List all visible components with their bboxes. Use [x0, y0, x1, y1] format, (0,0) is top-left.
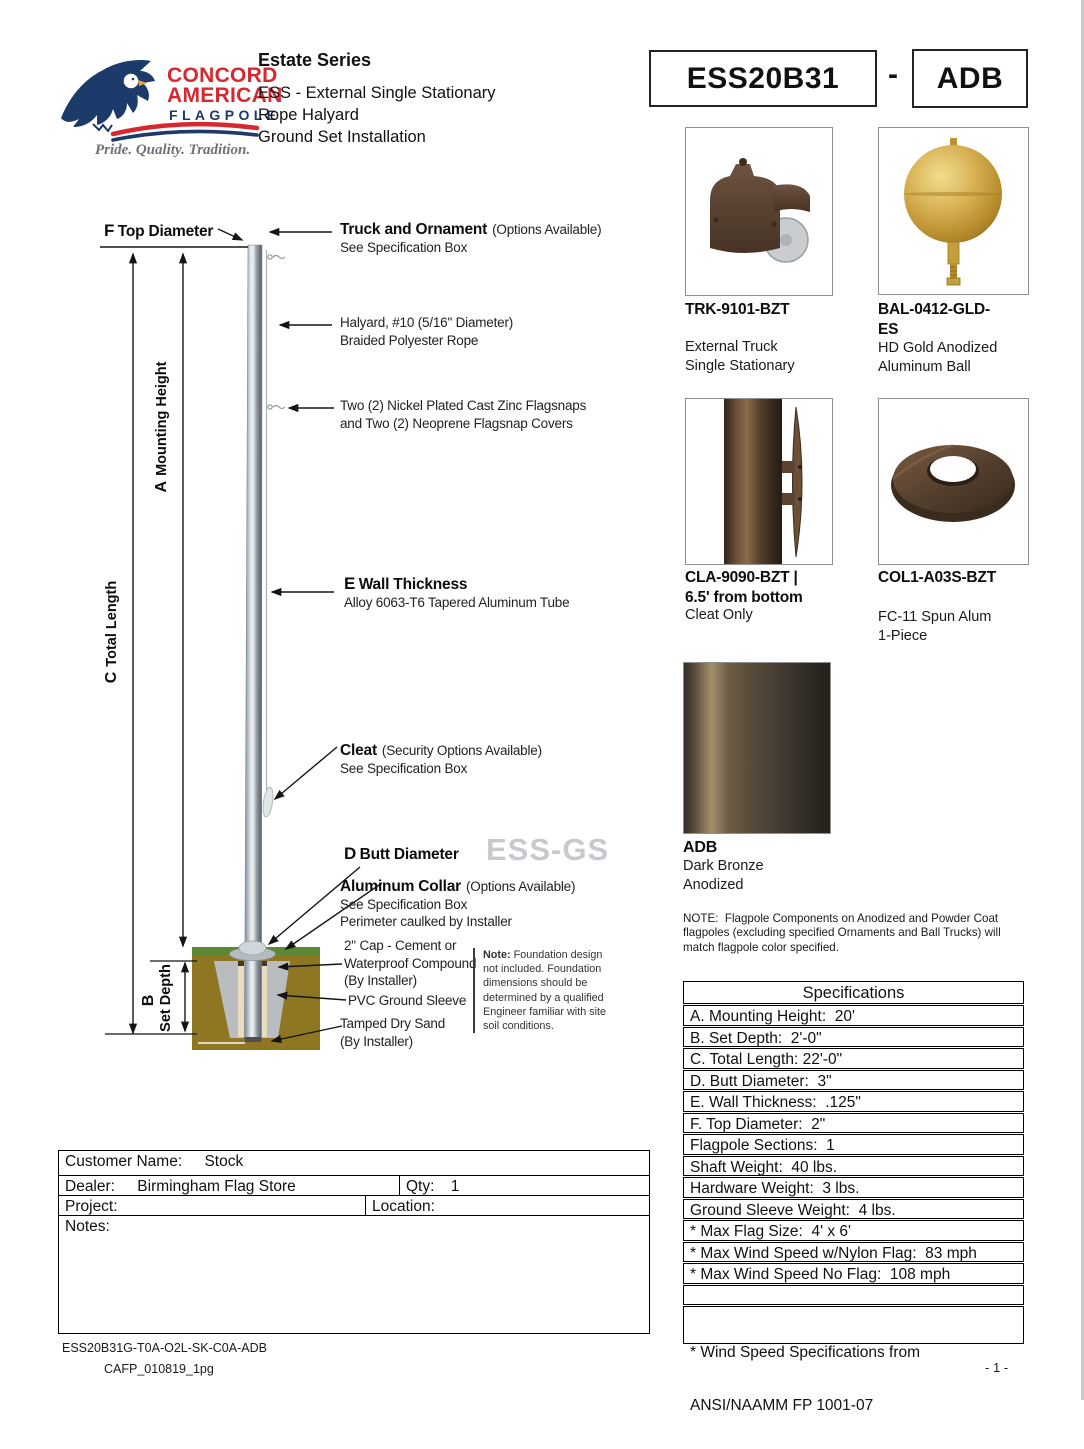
dealer-cell: [59, 1176, 400, 1195]
adb-finish-swatch: [683, 662, 831, 834]
notes-label: Notes:: [65, 1218, 110, 1235]
label-flagsnaps: Two (2) Nickel Plated Cast Zinc Flagsnaps and Two (2) Neoprene Flagsnap Covers: [340, 398, 587, 431]
label-truck-ornament: Truck and Ornament (Options Available) See Specification Box: [340, 221, 602, 255]
label-ground-sleeve: PVC Ground Sleeve: [348, 993, 467, 1008]
cleat-product-image: [685, 398, 833, 565]
truck-description: External Truck Single Stationary: [685, 339, 795, 374]
project-cell: [59, 1196, 366, 1215]
logo-name-line2: AMERICAN: [167, 84, 283, 107]
collar-illustration: [879, 399, 1028, 564]
spec-row: * Max Wind Speed w/Nylon Flag: 83 mph: [683, 1242, 1024, 1263]
label-mounting-height: AMounting Height: [153, 361, 170, 493]
spec-row: Flagpole Sections: 1: [683, 1134, 1024, 1155]
cleat-illustration: [686, 399, 832, 564]
spec-row: C. Total Length: 22'-0": [683, 1048, 1024, 1069]
product-subtitle-1: ESS - External Single Stationary: [258, 84, 496, 102]
spec-row: E. Wall Thickness: .125": [683, 1091, 1024, 1112]
customer-name-label: Customer Name:: [65, 1153, 183, 1170]
truck-part-code: TRK-9101-BZT: [685, 301, 790, 318]
collar-dome: [239, 941, 266, 955]
spec-row: D. Butt Diameter: 3": [683, 1070, 1024, 1091]
spec-row: * Max Flag Size: 4' x 6': [683, 1220, 1024, 1241]
logo-tagline: Pride. Quality. Tradition.: [95, 142, 251, 158]
spec-row: * Max Wind Speed No Flag: 108 mph: [683, 1263, 1024, 1284]
location-cell: [366, 1196, 459, 1215]
document-title-block: [258, 50, 496, 148]
ball-description: HD Gold Anodized Aluminum Ball: [878, 340, 998, 375]
ball-part-code: BAL-0412-GLD- ES: [878, 301, 990, 338]
components-note: NOTE: Flagpole Components on Anodized and Powder Coat flagpoles (excluding specified Ornaments and Ball Trucks) will match flagpole color specified.: [683, 912, 1004, 954]
notes-row: [59, 1215, 649, 1333]
specifications-table: [683, 981, 1024, 1414]
model-watermark: ESS-GS: [486, 832, 610, 867]
qty-label: Qty:: [406, 1178, 435, 1195]
footer-page-number: - 1 -: [985, 1360, 1009, 1375]
spec-wind-footnote: * Wind Speed Specifications from ANSI/NAAMM FP 1001-07: [683, 1306, 1024, 1344]
label-cleat: Cleat (Security Options Available) See Specification Box: [340, 742, 542, 776]
model-separator: -: [888, 58, 898, 91]
spec-row: F. Top Diameter: 2": [683, 1113, 1024, 1134]
label-tamped-sand: Tamped Dry Sand (By Installer): [340, 1016, 446, 1049]
spec-row: Ground Sleeve Weight: 4 lbs.: [683, 1199, 1024, 1220]
spec-row: A. Mounting Height: 20': [683, 1005, 1024, 1026]
customer-name-row: [59, 1151, 649, 1175]
finish-code: ADB: [683, 839, 718, 856]
spec-row: Shaft Weight: 40 lbs.: [683, 1156, 1024, 1177]
model-code-box: ESS20B31: [649, 50, 877, 107]
truck-product-image: [685, 127, 833, 296]
label-top-diameter: F Top Diameter: [104, 221, 214, 240]
label-wall-thickness: E Wall Thickness Alloy 6063-T6 Tapered Aluminum Tube: [344, 574, 570, 610]
spec-row: B. Set Depth: 2'-0": [683, 1027, 1024, 1048]
foundation-note: Note: Foundation design not included. Foundation dimensions should be determined by a qualified Engineer familiar with site soil conditions.: [473, 948, 611, 1033]
series-title: Estate Series: [258, 50, 372, 70]
dealer-qty-row: [59, 1175, 649, 1195]
cleat-part-code: CLA-9090-BZT | 6.5' from bottom: [685, 569, 803, 606]
qty-cell: [400, 1176, 465, 1195]
finish-description: Dark Bronze Anodized: [683, 858, 764, 893]
location-label: Location:: [372, 1198, 435, 1215]
label-total-length: CTotal Length: [103, 580, 120, 684]
specifications-title: Specifications: [683, 981, 1024, 1004]
project-label: Project:: [65, 1198, 118, 1215]
label-halyard: Halyard, #10 (5/16" Diameter) Braided Polyester Rope: [340, 315, 514, 348]
flagpole-shaft: [245, 245, 263, 1041]
footer-sku: ESS20B31G-T0A-O2L-SK-C0A-ADB: [62, 1341, 267, 1355]
truck-illustration: [686, 128, 832, 295]
qty-value: 1: [450, 1178, 460, 1195]
product-subtitle-3: Ground Set Installation: [258, 128, 426, 146]
label-butt-diameter: D Butt Diameter: [344, 844, 459, 863]
label-aluminum-collar: Aluminum Collar (Options Available) See Specification Box Perimeter caulked by Installer: [340, 878, 576, 929]
collar-description: FC-11 Spun Alum 1-Piece: [878, 609, 992, 644]
spec-row-empty: [683, 1285, 1024, 1306]
model-finish-box: ADB: [912, 49, 1028, 108]
gold-ball-illustration: [879, 128, 1028, 294]
company-logo: [55, 50, 283, 170]
dealer-value: Birmingham Flag Store: [137, 1178, 296, 1195]
logo-name-line1: CONCORD: [167, 64, 278, 87]
spec-row: Hardware Weight: 3 lbs.: [683, 1177, 1024, 1198]
dealer-label: Dealer:: [65, 1178, 115, 1195]
logo-name-line3: FLAGPOLE: [169, 107, 281, 123]
cleat-description: Cleat Only: [685, 607, 753, 623]
pvc-sleeve-right: [261, 964, 267, 1037]
logo-swoosh-icon: [111, 122, 259, 142]
collar-product-image: [878, 398, 1029, 565]
ball-product-image: [878, 127, 1029, 295]
label-cap: 2" Cap - Cement or Waterproof Compound (By Installer): [344, 938, 477, 988]
footer-file-ref: CAFP_010819_1pg: [104, 1362, 214, 1376]
pvc-sleeve-left: [238, 964, 244, 1037]
project-location-row: [59, 1195, 649, 1215]
customer-name-value: Stock: [204, 1153, 244, 1170]
order-form-table: [58, 1150, 650, 1334]
flagsnap-icon: [268, 255, 285, 409]
product-subtitle-2: Rope Halyard: [258, 106, 359, 124]
cleat-symbol: [261, 787, 274, 818]
label-set-depth: B Set Depth: [140, 964, 174, 1032]
collar-part-code: COL1-A03S-BZT: [878, 569, 996, 586]
